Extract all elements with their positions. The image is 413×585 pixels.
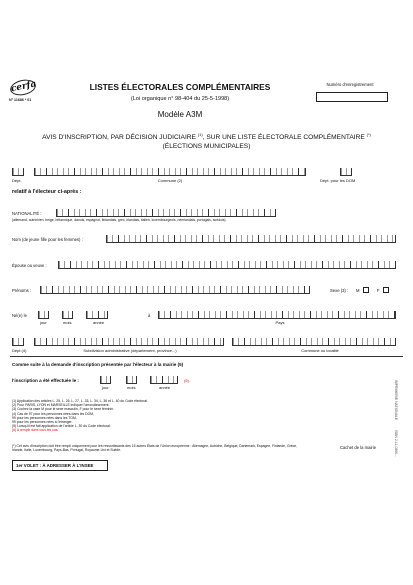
- inscription-year-caption: année: [159, 385, 171, 390]
- dept-label: Dépt.: [12, 178, 22, 183]
- inscription-month-cells[interactable]: [126, 376, 137, 384]
- registration-number-box[interactable]: [316, 92, 388, 102]
- born-label: Né(e) le: [12, 313, 27, 318]
- form-title: LISTES ÉLECTORALES COMPLÉMENTAIRES: [89, 82, 271, 92]
- birth-month-caption: mois: [63, 320, 72, 325]
- birth-dept-caption: Dépt (4): [12, 348, 27, 353]
- footnote-6: (6) A remplir dans tous les cas.: [12, 428, 59, 433]
- footnote-3: (3) Cochez la case M pour le sexe masculin, F pour le sexe féminin.: [12, 407, 114, 412]
- volet-label: 1er VOLET : À ADRESSER À L'INSEE: [16, 463, 94, 468]
- sex-f-checkbox[interactable]: [383, 287, 389, 293]
- dept-cells[interactable]: [12, 168, 24, 176]
- commune-label: Commune (2): [157, 178, 183, 183]
- notice-text-a: AVIS D'INSCRIPTION, PAR DÉCISION JUDICIAIRE: [42, 134, 196, 142]
- footnote-1: (1) Application des articles L. 25, L. 26, L. 27, L. 33, L. 34, L. 36 et L. 40 du Code électoral.: [12, 399, 148, 403]
- inscription-ref: (6).: [184, 378, 190, 383]
- inscription-day-cells[interactable]: [100, 376, 111, 384]
- footnote-star: (*) Cet avis d'inscription doit être rempli uniquement pour les ressortissants des 15 autres États de l'Union européenne : Allemagne, Autriche, Belgique, Danemark, Espagne, Finlande, Grèce, Irlande, Italie, Luxembourg, Pays-Bas, Portugal, Royaume-Uni et Suède.: [12, 444, 298, 453]
- sex-m-label: M: [356, 288, 360, 293]
- registration-label: Numéro d'enregistrement: [326, 82, 374, 87]
- inscription-day-caption: jour: [102, 385, 109, 390]
- sex-label: Sexe (3) :: [330, 288, 349, 293]
- birth-day-caption: jour: [40, 320, 47, 325]
- divider-1: [10, 356, 403, 357]
- birth-commune-cells[interactable]: [232, 338, 396, 346]
- model-name: Modèle A3M: [157, 110, 203, 119]
- footnote-4c: 99 pour les personnes nées à l'étranger.: [12, 420, 73, 425]
- inscription-month-caption: mois: [127, 385, 136, 390]
- footnote-5: (5) Lorsqu'il est fait application de l'article L. 30 du Code électoral.: [12, 424, 111, 429]
- footnote-4: (4) Cas de 97 pour les personnes nées dans les DOM,: [12, 411, 94, 416]
- firstnames-cells[interactable]: [40, 286, 310, 294]
- dom-dept-cells[interactable]: [340, 168, 352, 176]
- commune-locality-caption: Commune ou localité: [301, 348, 339, 353]
- birth-month-cells[interactable]: [62, 311, 73, 319]
- notice-text-b: , SUR UNE LISTE ÉLECTORALE COMPLÉMENTAIRE: [202, 134, 365, 142]
- birth-country-cells[interactable]: [158, 311, 396, 319]
- form-number: N° 11686 * 01: [9, 98, 32, 102]
- dom-dept-label: Dépt. pour les DOM: [320, 178, 356, 183]
- name-label: Nom (de jeune fille pour les femmes) :: [12, 237, 83, 242]
- footnote-2: (2) Pour PARIS, LYON et MARSEILLE indiquer l'arrondissement.: [12, 403, 110, 408]
- nationality-hint: (allemand, autrichien, belge, britannique, danois, espagnol, finlandais, grec, irlandais, italien, luxembourgeois, néerlandais, portugais, suédois): [12, 218, 226, 222]
- spouse-cells[interactable]: [58, 261, 396, 269]
- inscription-year-cells[interactable]: [150, 376, 178, 384]
- stamp-area[interactable]: [324, 452, 392, 496]
- subdivision-caption: Subdivision administrative (département, province...): [83, 348, 177, 353]
- subdivision-cells[interactable]: [34, 338, 224, 346]
- nationality-label: NATIONALITÉ :: [12, 211, 42, 216]
- footnotes: [12, 399, 312, 433]
- name-cells[interactable]: [106, 235, 396, 243]
- side-print-text-1: IMPRIMERIE NATIONALE: [394, 380, 398, 421]
- cerfa-logo-text: cerfa: [10, 79, 38, 95]
- cerfa-logo: [9, 77, 38, 97]
- sex-m-checkbox[interactable]: [363, 287, 369, 293]
- commune-cells[interactable]: [34, 168, 306, 176]
- birth-year-cells[interactable]: [86, 311, 108, 319]
- notice-line-2: (ÉLECTIONS MUNICIPALES): [162, 143, 251, 150]
- volet-box: [12, 460, 108, 471]
- side-print-text-2: ISBN 2-11-0866...: [394, 430, 398, 457]
- footnote-4b: 99 pour les personnes nées dans les TOM,: [12, 415, 77, 420]
- legal-reference: (Loi organique n° 98-404 du 25-5-1998): [130, 96, 230, 102]
- request-line: Comme suite à la demande d'inscription présentée par l'électeur à la mairie (5): [12, 362, 184, 367]
- spouse-label: Épouse ou veuve :: [12, 263, 47, 268]
- section-title: relatif à l'électeur ci-après :: [12, 189, 82, 195]
- firstnames-label: Prénoms :: [12, 288, 32, 293]
- sex-f-label: F: [377, 288, 380, 293]
- nationality-cells[interactable]: [56, 209, 276, 217]
- birth-year-caption: année: [93, 320, 105, 325]
- stamp-label: Cachet de la mairie: [339, 445, 377, 450]
- notice-line-1: [8, 131, 405, 142]
- birth-place-label: à: [148, 313, 151, 318]
- notice-sup-2: (*): [366, 132, 371, 137]
- birth-day-cells[interactable]: [38, 311, 49, 319]
- inscription-label: l'inscription a été effectuée le :: [12, 378, 79, 383]
- birth-dept-cells[interactable]: [12, 338, 24, 346]
- country-caption: Pays: [275, 320, 285, 325]
- notice-sup-1: (1): [197, 132, 203, 137]
